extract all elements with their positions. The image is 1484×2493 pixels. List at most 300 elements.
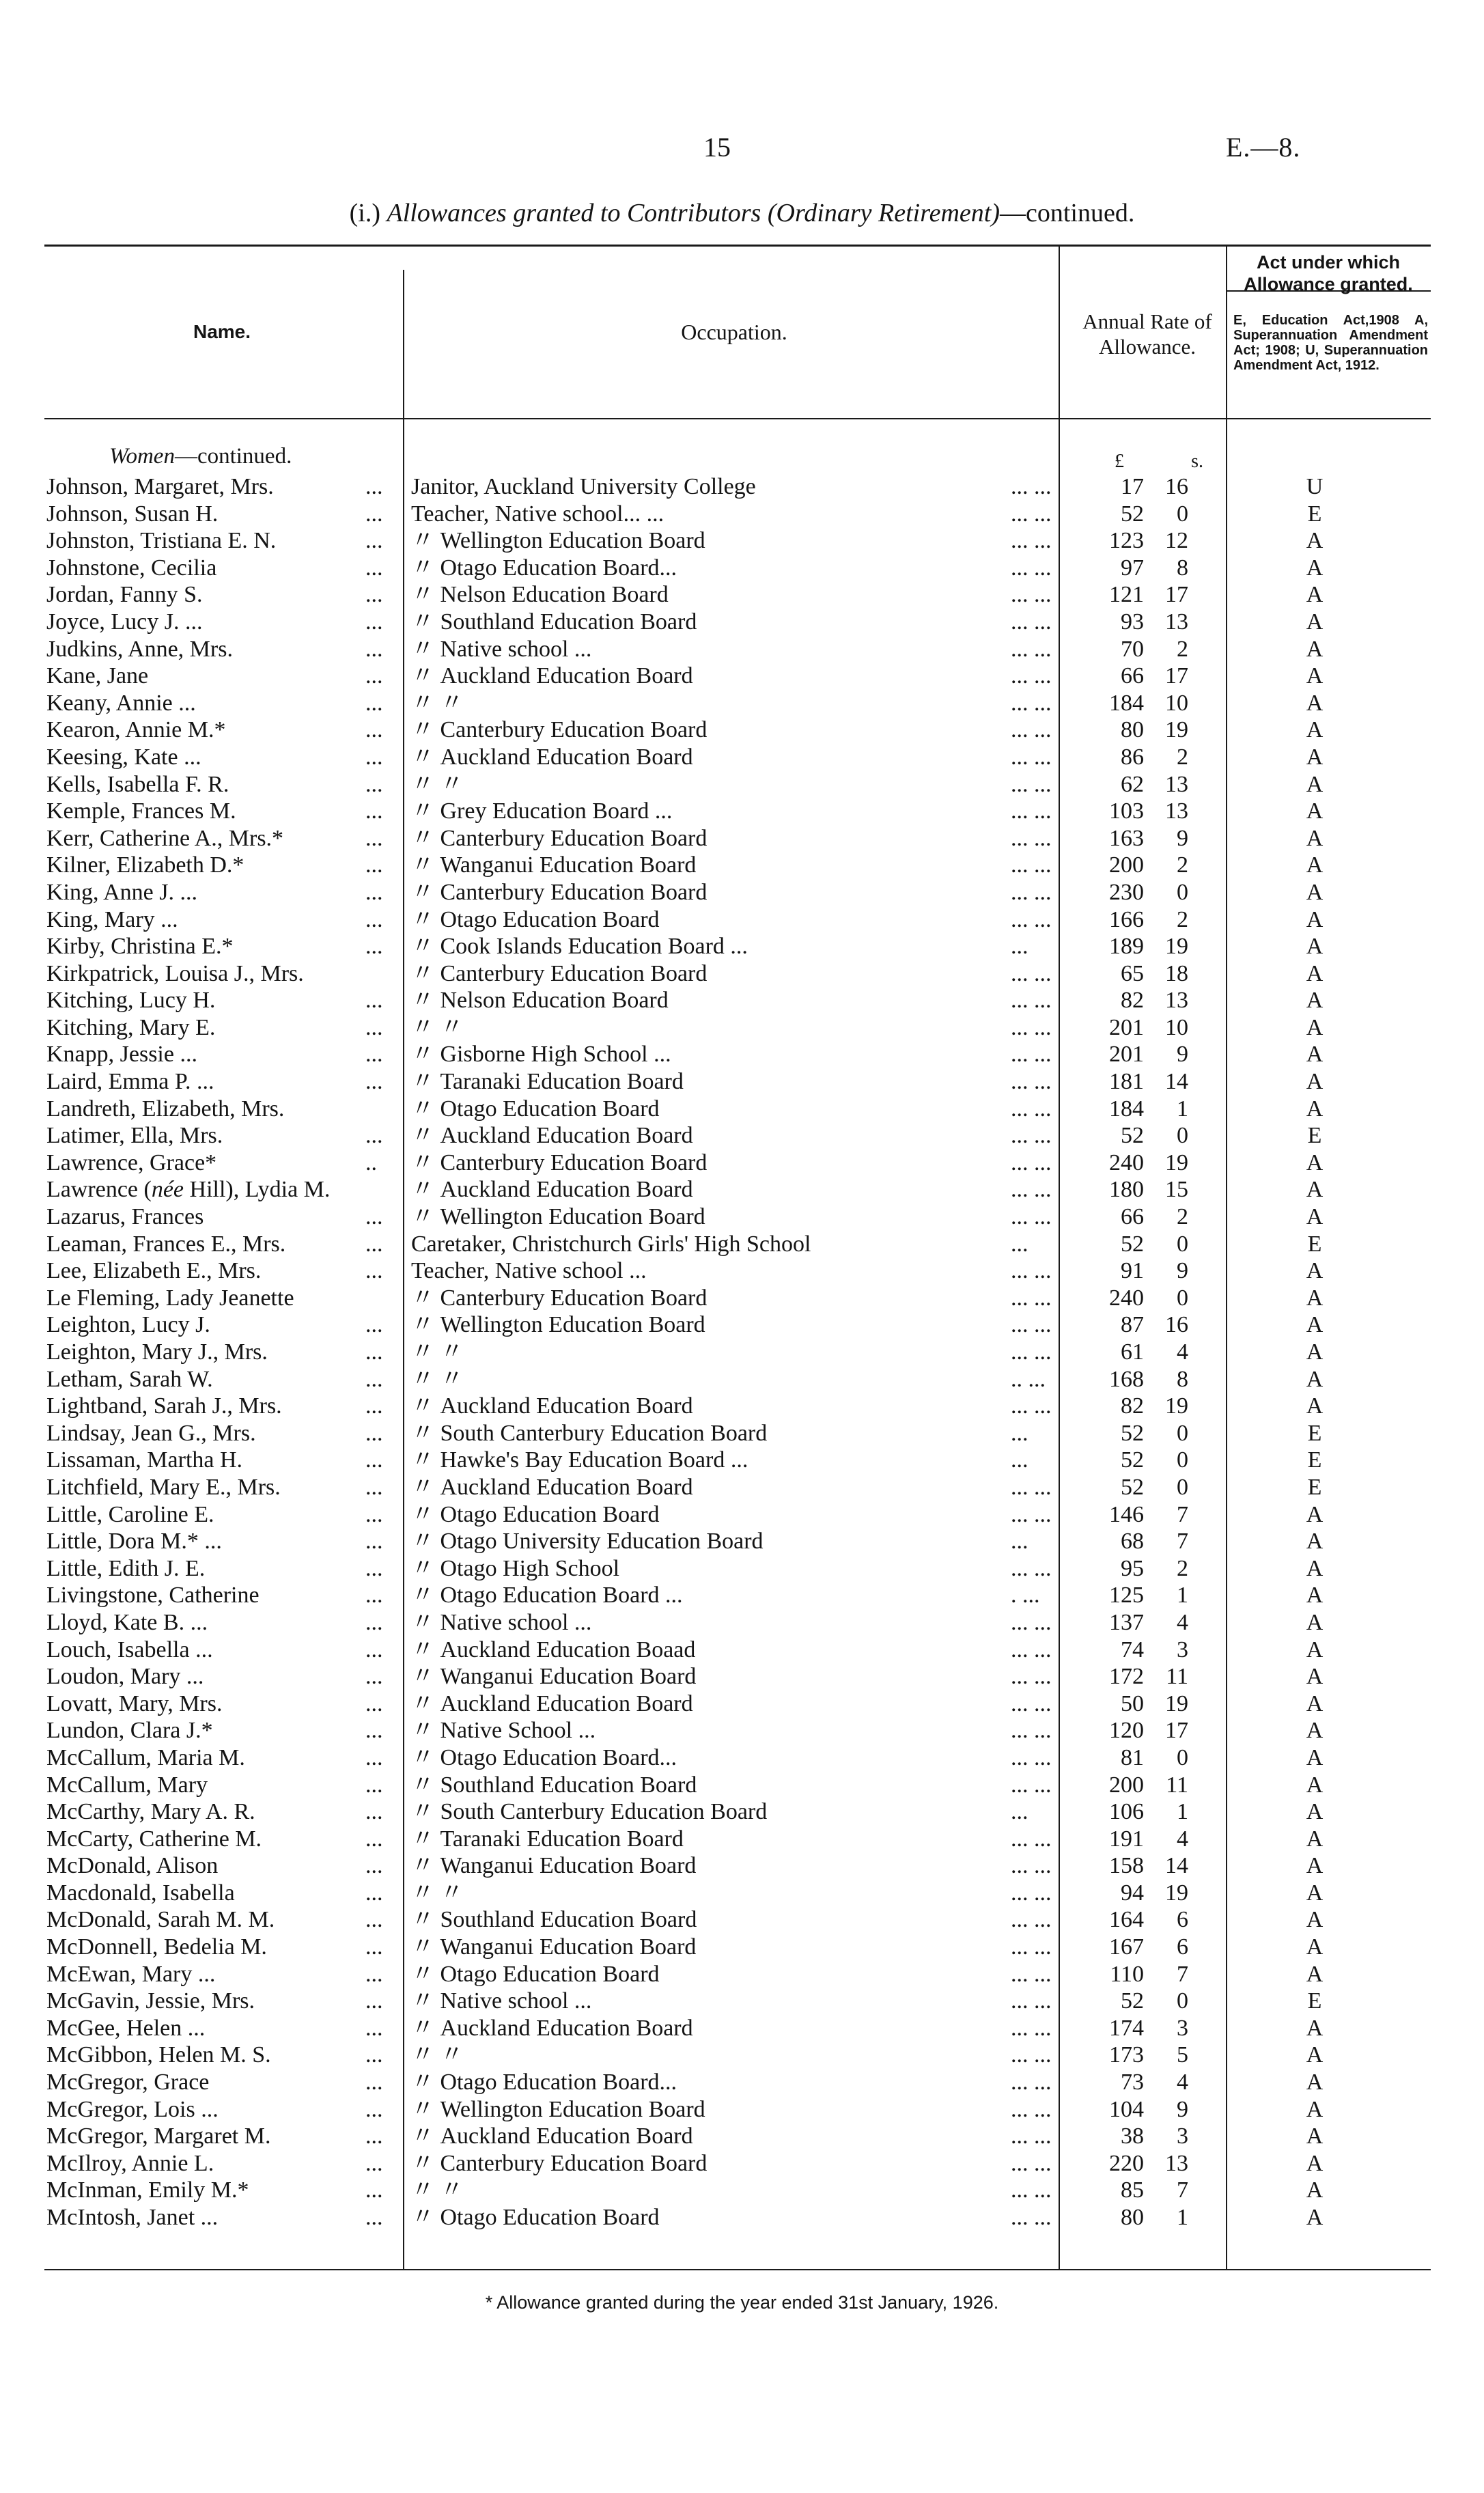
occupation-leader-dots: ... ...	[1011, 501, 1052, 527]
occupation-leader-dots: ... ...	[1011, 636, 1052, 662]
entry-act: A	[1306, 2150, 1324, 2176]
entry-act: A	[1306, 2070, 1324, 2095]
entry-pounds: 17	[1121, 474, 1144, 499]
table-row	[0, 1014, 1484, 1042]
entry-occupation: 〃 Taranaki Education Board	[411, 1069, 684, 1095]
entry-occupation: 〃 Otago High School	[411, 1555, 620, 1581]
entry-act: A	[1306, 690, 1324, 716]
entry-pounds: 91	[1121, 1258, 1144, 1284]
entry-pounds: 97	[1121, 555, 1144, 581]
entry-pounds: 66	[1121, 663, 1144, 689]
entry-occupation: 〃 Grey Education Board ...	[411, 798, 673, 824]
entry-pounds: 52	[1121, 1988, 1144, 2014]
entry-pounds: 184	[1109, 690, 1144, 716]
entry-pounds: 82	[1121, 1393, 1144, 1419]
entry-name: McCarty, Catherine M.	[46, 1826, 262, 1852]
entry-shillings: 13	[1165, 798, 1188, 824]
entry-name: Johnstone, Cecilia	[46, 555, 217, 581]
entry-shillings: 10	[1165, 690, 1188, 716]
entry-act: A	[1306, 1069, 1324, 1095]
entry-shillings: 3	[1177, 2123, 1188, 2149]
entry-occupation: 〃 Otago University Education Board	[411, 1529, 764, 1555]
entry-pounds: 201	[1109, 1042, 1144, 1068]
entry-shillings: 3	[1177, 1637, 1188, 1662]
occupation-leader-dots: ... ...	[1011, 2205, 1052, 2230]
entry-occupation: 〃 Southland Education Board	[411, 1772, 697, 1798]
table-row	[0, 1717, 1484, 1744]
entry-name: McCarthy, Mary A. R.	[46, 1799, 255, 1825]
table-row	[0, 933, 1484, 960]
entry-name: Loudon, Mary ...	[46, 1664, 204, 1690]
entry-shillings: 0	[1177, 1988, 1188, 2014]
entry-shillings: 0	[1177, 1447, 1188, 1473]
entry-shillings: 2	[1177, 744, 1188, 770]
entry-name: McGregor, Margaret M.	[46, 2123, 271, 2149]
table-row	[0, 663, 1484, 690]
entry-name: King, Mary ...	[46, 906, 178, 932]
name-leader-dots: ...	[365, 717, 383, 743]
table-row	[0, 906, 1484, 934]
entry-act: E	[1307, 1420, 1322, 1446]
entry-name: Joyce, Lucy J. ...	[46, 609, 203, 635]
entry-name: Judkins, Anne, Mrs.	[46, 636, 233, 662]
occupation-leader-dots: ...	[1011, 934, 1028, 960]
entry-pounds: 158	[1109, 1853, 1144, 1879]
name-leader-dots: ...	[365, 2123, 383, 2149]
entry-name: Le Fleming, Lady Jeanette	[46, 1285, 294, 1311]
entry-occupation: 〃 Wellington Education Board	[411, 1204, 705, 1230]
header-bottom-rule	[44, 418, 1431, 419]
entry-occupation: 〃 〃	[411, 2177, 464, 2203]
table-row	[0, 716, 1484, 744]
entry-act: A	[1306, 1637, 1324, 1662]
entry-shillings: 15	[1165, 1177, 1188, 1203]
heading-suffix: —continued.	[1000, 199, 1135, 227]
table-row	[0, 1906, 1484, 1934]
entry-shillings: 2	[1177, 906, 1188, 932]
entry-occupation: 〃 Canterbury Education Board	[411, 825, 708, 851]
occupation-leader-dots: ... ...	[1011, 2015, 1052, 2041]
entry-occupation: 〃 Wellington Education Board	[411, 2096, 705, 2122]
occupation-leader-dots: ... ...	[1011, 1988, 1052, 2014]
entry-occupation: 〃 Southland Education Board	[411, 609, 697, 635]
entry-pounds: 121	[1109, 582, 1144, 608]
name-leader-dots: ...	[365, 582, 383, 608]
entry-act: A	[1306, 717, 1324, 743]
table-row	[0, 636, 1484, 663]
entry-act: A	[1306, 2042, 1324, 2068]
entry-pounds: 167	[1109, 1934, 1144, 1960]
entry-act: A	[1306, 1880, 1324, 1906]
occupation-leader-dots: ... ...	[1011, 1907, 1052, 1933]
occupation-leader-dots: ... ...	[1011, 1880, 1052, 1906]
table-row	[0, 1528, 1484, 1555]
entry-pounds: 87	[1121, 1312, 1144, 1338]
table-row	[0, 501, 1484, 528]
name-leader-dots: ...	[365, 1826, 383, 1852]
entry-occupation: 〃 Canterbury Education Board	[411, 2150, 708, 2176]
entry-name: McGavin, Jessie, Mrs.	[46, 1988, 255, 2014]
name-leader-dots: ...	[365, 825, 383, 851]
entry-shillings: 10	[1165, 1014, 1188, 1040]
occupation-leader-dots: ... ...	[1011, 717, 1052, 743]
entry-act: E	[1307, 1123, 1322, 1149]
table-row	[0, 1961, 1484, 1988]
entry-occupation: 〃 〃	[411, 1339, 464, 1365]
entry-occupation: Teacher, Native school ...	[411, 1258, 647, 1284]
entry-pounds: 240	[1109, 1150, 1144, 1175]
entry-act: A	[1306, 2205, 1324, 2230]
occupation-leader-dots: ...	[1011, 1799, 1028, 1825]
occupation-leader-dots: ... ...	[1011, 1934, 1052, 1960]
entry-occupation: 〃 Canterbury Education Board	[411, 717, 708, 743]
name-leader-dots: ...	[365, 934, 383, 960]
entry-act: A	[1306, 2015, 1324, 2041]
entry-act: A	[1306, 1014, 1324, 1040]
entry-occupation: 〃 Otago Education Board	[411, 906, 660, 932]
entry-occupation: 〃 Hawke's Bay Education Board ...	[411, 1447, 748, 1473]
table-row	[0, 1663, 1484, 1690]
occupation-leader-dots: ... ...	[1011, 1014, 1052, 1040]
occupation-leader-dots: ... ...	[1011, 1772, 1052, 1798]
entry-shillings: 2	[1177, 1204, 1188, 1230]
table-row	[0, 1096, 1484, 1123]
entry-name: Lee, Elizabeth E., Mrs.	[46, 1258, 262, 1284]
occupation-leader-dots: ... ...	[1011, 1393, 1052, 1419]
table-row	[0, 1068, 1484, 1096]
entry-pounds: 184	[1109, 1096, 1144, 1122]
entry-pounds: 103	[1109, 798, 1144, 824]
table-row	[0, 1690, 1484, 1718]
name-leader-dots: ...	[365, 474, 383, 499]
entry-pounds: 52	[1121, 501, 1144, 527]
occupation-leader-dots: ... ...	[1011, 1853, 1052, 1879]
entry-act: A	[1306, 1934, 1324, 1960]
entry-pounds: 181	[1109, 1069, 1144, 1095]
entry-shillings: 0	[1177, 1420, 1188, 1446]
entry-name: Kemple, Frances M.	[46, 798, 236, 824]
entry-act: A	[1306, 1718, 1324, 1744]
entry-name: Letham, Sarah W.	[46, 1366, 213, 1392]
entry-shillings: 1	[1177, 1583, 1188, 1608]
entry-occupation: 〃 Otago Education Board	[411, 1501, 660, 1527]
entry-pounds: 52	[1121, 1231, 1144, 1257]
table-row	[0, 825, 1484, 852]
table-row	[0, 1582, 1484, 1609]
table-row	[0, 581, 1484, 609]
entry-pounds: 52	[1121, 1447, 1144, 1473]
entry-name: Johnson, Susan H.	[46, 501, 219, 527]
name-leader-dots: ...	[365, 1529, 383, 1555]
table-row	[0, 2069, 1484, 2096]
entry-name: Lightband, Sarah J., Mrs.	[46, 1393, 282, 1419]
entry-act: E	[1307, 1231, 1322, 1257]
name-leader-dots: ..	[365, 1150, 377, 1175]
occupation-leader-dots: ...	[1011, 1529, 1028, 1555]
entry-shillings: 1	[1177, 1799, 1188, 1825]
entry-shillings: 19	[1165, 1880, 1188, 1906]
occupation-leader-dots: ... ...	[1011, 1609, 1052, 1635]
entry-act: A	[1306, 582, 1324, 608]
entry-shillings: 13	[1165, 771, 1188, 797]
entry-occupation: 〃 Auckland Education Board	[411, 2015, 693, 2041]
occupation-leader-dots: ... ...	[1011, 744, 1052, 770]
entry-act: A	[1306, 1664, 1324, 1690]
entry-pounds: 62	[1121, 771, 1144, 797]
table-row	[0, 1393, 1484, 1420]
table-row	[0, 1474, 1484, 1501]
entry-act: A	[1306, 988, 1324, 1014]
entry-occupation: 〃 Auckland Education Board	[411, 1474, 693, 1500]
entry-occupation: 〃 Otago Education Board...	[411, 2070, 677, 2095]
table-row	[0, 852, 1484, 879]
entry-pounds: 80	[1121, 717, 1144, 743]
entry-shillings: 0	[1177, 1474, 1188, 1500]
occupation-leader-dots: ... ...	[1011, 1285, 1052, 1311]
entry-shillings: 14	[1165, 1853, 1188, 1879]
entry-name: McGregor, Lois ...	[46, 2096, 219, 2122]
name-leader-dots: ...	[365, 690, 383, 716]
entry-act: A	[1306, 1204, 1324, 1230]
occupation-leader-dots: ... ...	[1011, 1258, 1052, 1284]
occupation-leader-dots: ... ...	[1011, 825, 1052, 851]
occupation-leader-dots: ...	[1011, 1447, 1028, 1473]
table-row	[0, 960, 1484, 988]
entry-act: A	[1306, 1366, 1324, 1392]
entry-occupation: 〃 Nelson Education Board	[411, 988, 669, 1014]
occupation-leader-dots: ... ...	[1011, 960, 1052, 986]
entry-pounds: 110	[1110, 1961, 1144, 1987]
entry-occupation: 〃 Wellington Education Board	[411, 1312, 705, 1338]
occupation-leader-dots: ... ...	[1011, 1177, 1052, 1203]
entry-shillings: 17	[1165, 582, 1188, 608]
entry-name: Laird, Emma P. ...	[46, 1069, 214, 1095]
name-leader-dots: ...	[365, 744, 383, 770]
entry-shillings: 7	[1177, 1501, 1188, 1527]
entry-name: Johnston, Tristiana E. N.	[46, 528, 277, 554]
table-row	[0, 1744, 1484, 1772]
entry-occupation: 〃 〃	[411, 771, 464, 797]
entry-name: Johnson, Margaret, Mrs.	[46, 474, 274, 499]
occupation-leader-dots: ... ...	[1011, 1718, 1052, 1744]
entry-pounds: 123	[1109, 528, 1144, 554]
entry-act: A	[1306, 1961, 1324, 1987]
entry-act: A	[1306, 771, 1324, 797]
name-leader-dots: ...	[365, 906, 383, 932]
entry-pounds: 220	[1109, 2150, 1144, 2176]
entry-shillings: 7	[1177, 2177, 1188, 2203]
entry-shillings: 8	[1177, 1366, 1188, 1392]
table-row	[0, 879, 1484, 906]
entry-occupation: 〃 Canterbury Education Board	[411, 879, 708, 905]
entry-shillings: 2	[1177, 852, 1188, 878]
pounds-unit: £	[1115, 451, 1124, 472]
entry-pounds: 104	[1109, 2096, 1144, 2122]
entry-occupation: 〃 Wanganui Education Board	[411, 1934, 697, 1960]
entry-pounds: 94	[1121, 1880, 1144, 1906]
entry-shillings: 4	[1177, 2070, 1188, 2095]
name-leader-dots: ...	[365, 2205, 383, 2230]
entry-occupation: 〃 Auckland Education Board	[411, 1393, 693, 1419]
name-leader-dots: ...	[365, 1664, 383, 1690]
shillings-unit: s.	[1191, 451, 1203, 472]
entry-name: McGee, Helen ...	[46, 2015, 206, 2041]
occupation-leader-dots: .. ...	[1011, 1366, 1046, 1392]
entry-pounds: 66	[1121, 1204, 1144, 1230]
column-header-act	[1229, 251, 1427, 295]
entry-pounds: 74	[1121, 1637, 1144, 1662]
entry-pounds: 164	[1109, 1907, 1144, 1933]
footnote: * Allowance granted during the year ended 31st January, 1926.	[485, 2292, 999, 2313]
name-leader-dots: ...	[365, 2177, 383, 2203]
name-leader-dots: ...	[365, 501, 383, 527]
name-leader-dots: ...	[365, 1961, 383, 1987]
entry-occupation: 〃 Wanganui Education Board	[411, 1853, 697, 1879]
entry-pounds: 240	[1109, 1285, 1144, 1311]
entry-name: Little, Dora M.* ...	[46, 1529, 222, 1555]
entry-occupation: 〃 Native School ...	[411, 1718, 596, 1744]
entry-pounds: 82	[1121, 988, 1144, 1014]
entry-pounds: 81	[1121, 1744, 1144, 1770]
entry-occupation: 〃 Wanganui Education Board	[411, 852, 697, 878]
entry-shillings: 0	[1177, 1123, 1188, 1149]
entry-name: Louch, Isabella ...	[46, 1637, 213, 1662]
name-leader-dots: ...	[365, 1583, 383, 1608]
entry-act: U	[1306, 474, 1324, 499]
entry-occupation: 〃 Auckland Education Board	[411, 1690, 693, 1716]
table-row	[0, 1339, 1484, 1366]
entry-occupation: 〃 Cook Islands Education Board ...	[411, 934, 748, 960]
occupation-leader-dots: ...	[1011, 1420, 1028, 1446]
entry-name: McCallum, Maria M.	[46, 1744, 245, 1770]
entry-name: Kells, Isabella F. R.	[46, 771, 229, 797]
occupation-leader-dots: ... ...	[1011, 1069, 1052, 1095]
column-header-occupation: Occupation.	[681, 320, 787, 344]
entry-pounds: 85	[1121, 2177, 1144, 2203]
occupation-leader-dots: ... ...	[1011, 555, 1052, 581]
entry-name: Lazarus, Frances	[46, 1204, 204, 1230]
entry-pounds: 61	[1121, 1339, 1144, 1365]
table-row	[0, 1447, 1484, 1474]
table-row	[0, 1150, 1484, 1177]
entry-name: McDonald, Sarah M. M.	[46, 1907, 275, 1933]
entry-occupation: 〃 South Canterbury Education Board	[411, 1799, 768, 1825]
table-row	[0, 1231, 1484, 1258]
entry-pounds: 173	[1109, 2042, 1144, 2068]
occupation-leader-dots: ... ...	[1011, 582, 1052, 608]
name-leader-dots: ...	[365, 609, 383, 635]
entry-act: A	[1306, 1285, 1324, 1311]
table-row	[0, 1798, 1484, 1826]
occupation-leader-dots: ... ...	[1011, 2177, 1052, 2203]
entry-act: A	[1306, 555, 1324, 581]
occupation-leader-dots: ... ...	[1011, 906, 1052, 932]
entry-shillings: 9	[1177, 1042, 1188, 1068]
entry-shillings: 1	[1177, 1096, 1188, 1122]
entry-shillings: 19	[1165, 717, 1188, 743]
entry-act: A	[1306, 744, 1324, 770]
entry-act: E	[1307, 1474, 1322, 1500]
occupation-leader-dots: ... ...	[1011, 1042, 1052, 1068]
heading-title: Allowances granted to Contributors (Ordinary Retirement)	[387, 199, 1000, 227]
entry-name: Latimer, Ella, Mrs.	[46, 1123, 223, 1149]
entry-name: Knapp, Jessie ...	[46, 1042, 197, 1068]
name-leader-dots: ...	[365, 2150, 383, 2176]
occupation-leader-dots: ... ...	[1011, 1474, 1052, 1500]
name-leader-dots: ...	[365, 1907, 383, 1933]
entry-act: A	[1306, 1258, 1324, 1284]
name-leader-dots: ...	[365, 2096, 383, 2122]
entry-pounds: 120	[1109, 1718, 1144, 1744]
entry-occupation: Janitor, Auckland University College	[411, 474, 756, 499]
entry-occupation: 〃 Otago Education Board...	[411, 555, 677, 581]
entry-pounds: 125	[1109, 1583, 1144, 1608]
entry-pounds: 163	[1109, 825, 1144, 851]
entry-name: McIntosh, Janet ...	[46, 2205, 219, 2230]
name-leader-dots: ...	[365, 1880, 383, 1906]
name-leader-dots: ...	[365, 1934, 383, 1960]
entry-pounds: 200	[1109, 1772, 1144, 1798]
entry-name: Lundon, Clara J.*	[46, 1718, 213, 1744]
entry-name: Leaman, Frances E., Mrs.	[46, 1231, 286, 1257]
name-leader-dots: ...	[365, 988, 383, 1014]
entry-shillings: 19	[1165, 1150, 1188, 1175]
name-leader-dots: ...	[365, 1204, 383, 1230]
entry-pounds: 50	[1121, 1690, 1144, 1716]
table-row	[0, 1988, 1484, 2015]
entry-occupation: 〃 Wellington Education Board	[411, 528, 705, 554]
entry-pounds: 73	[1121, 2070, 1144, 2095]
occupation-leader-dots: ... ...	[1011, 663, 1052, 689]
table-row	[0, 1852, 1484, 1880]
occupation-leader-dots: ... ...	[1011, 1664, 1052, 1690]
entry-occupation: 〃 Auckland Education Board	[411, 663, 693, 689]
entry-act: A	[1306, 1096, 1324, 1122]
occupation-leader-dots: ... ...	[1011, 474, 1052, 499]
table-row	[0, 473, 1484, 501]
entry-occupation: 〃 Native school ...	[411, 1609, 592, 1635]
occupation-leader-dots: ... ...	[1011, 2123, 1052, 2149]
entry-name: Lovatt, Mary, Mrs.	[46, 1690, 223, 1716]
entry-occupation: 〃 Auckland Education Board	[411, 744, 693, 770]
entry-pounds: 68	[1121, 1529, 1144, 1555]
entry-act: A	[1306, 1393, 1324, 1419]
entry-name: Litchfield, Mary E., Mrs.	[46, 1474, 281, 1500]
entry-shillings: 0	[1177, 1744, 1188, 1770]
name-leader-dots: ...	[365, 1366, 383, 1392]
table-row	[0, 2096, 1484, 2123]
entry-act: A	[1306, 934, 1324, 960]
entry-shillings: 13	[1165, 609, 1188, 635]
entry-shillings: 5	[1177, 2042, 1188, 2068]
occupation-leader-dots: ... ...	[1011, 2150, 1052, 2176]
entry-occupation: Caretaker, Christchurch Girls' High School	[411, 1231, 811, 1257]
entry-occupation: 〃 Native school ...	[411, 636, 592, 662]
name-leader-dots: ...	[365, 1339, 383, 1365]
entry-occupation: 〃 Auckland Education Board	[411, 2123, 693, 2149]
occupation-leader-dots: ... ...	[1011, 1123, 1052, 1149]
entry-act: A	[1306, 852, 1324, 878]
currency-units	[1115, 451, 1203, 473]
table-row	[0, 1934, 1484, 1961]
entry-occupation: 〃 〃	[411, 2042, 464, 2068]
name-leader-dots: ...	[365, 1123, 383, 1149]
name-leader-dots: ...	[365, 1420, 383, 1446]
entry-shillings: 4	[1177, 1609, 1188, 1635]
table-row	[0, 2150, 1484, 2177]
entry-name: McEwan, Mary ...	[46, 1961, 216, 1987]
entry-occupation: 〃 Canterbury Education Board	[411, 960, 708, 986]
